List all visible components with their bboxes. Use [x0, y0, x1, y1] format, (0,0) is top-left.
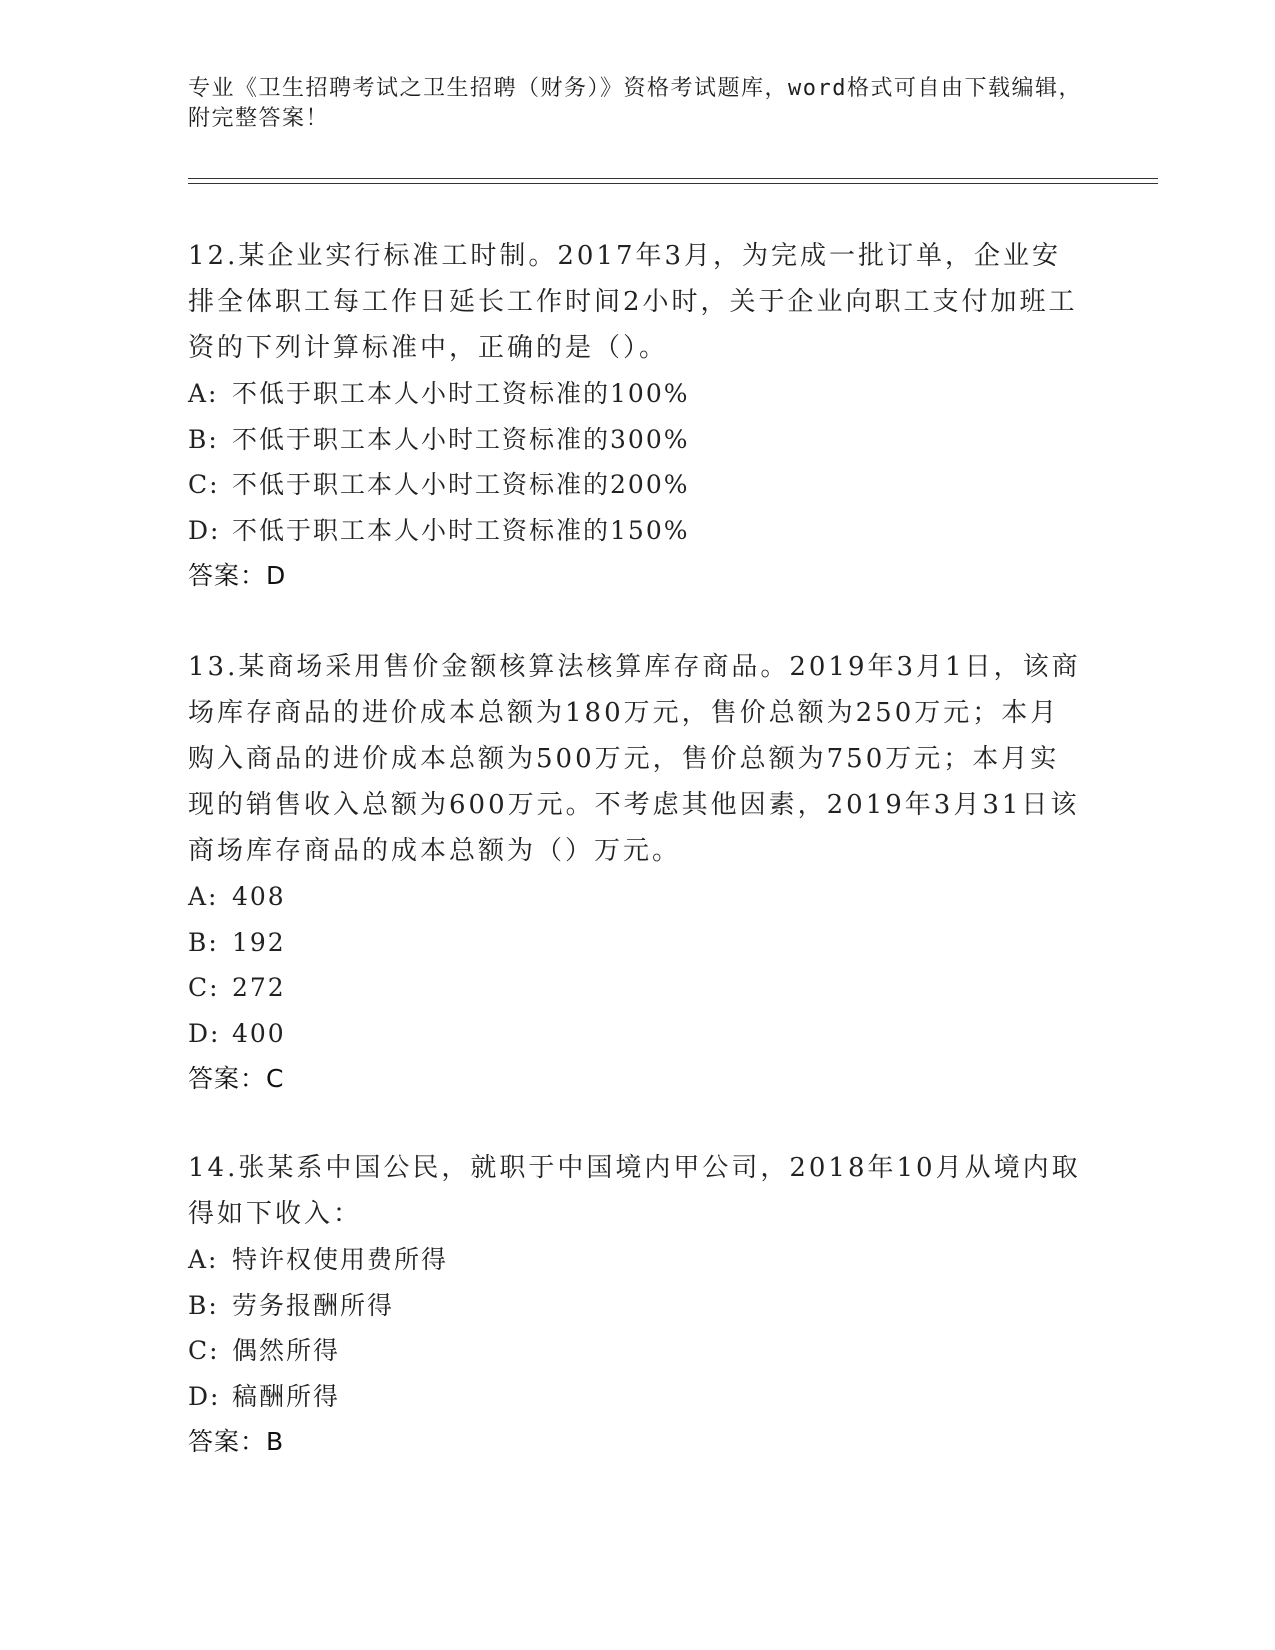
option-text: 408: [232, 882, 286, 911]
option-letter: A:: [188, 379, 219, 408]
option-letter: C:: [188, 1336, 220, 1365]
option-text: 400: [232, 1018, 286, 1048]
option-letter: B:: [188, 927, 219, 957]
option-letter: B:: [188, 424, 219, 454]
answer-line: 答案：D: [188, 561, 287, 590]
option-text: 稿酬所得: [232, 1381, 341, 1411]
option-letter: C:: [188, 973, 220, 1002]
option-letter: A:: [188, 1245, 219, 1274]
question-13: [188, 644, 1088, 1102]
option-a: [188, 371, 1088, 417]
option-letter: B:: [188, 1290, 219, 1320]
option-d: [188, 1374, 1088, 1420]
option-c: [188, 462, 1088, 508]
option-c: [188, 1328, 1088, 1374]
option-text: 272: [232, 973, 286, 1002]
question-stem: 13.某商场采用售价金额核算法核算库存商品。2019年3月1日，该商场库存商品的进价成本总额为180万元，售价总额为250万元；本月购入商品的进价成本总额为500万元，售价总额为750万元；本月实现的销售收入总额为600万元。不考虑其他因素，2019年3月31日该商场库存商品的成本总额为（）万元。: [188, 652, 1081, 866]
option-letter: A:: [188, 882, 219, 911]
answer-line: 答案：B: [188, 1427, 285, 1456]
option-b: [188, 417, 1088, 463]
option-letter: D:: [188, 1018, 221, 1048]
option-text: 劳务报酬所得: [232, 1290, 395, 1320]
option-letter: D:: [188, 1381, 221, 1411]
question-stem: 12.某企业实行标准工时制。2017年3月，为完成一批订单，企业安排全体职工每工作日延长工作时间2小时，关于企业向职工支付加班工资的下列计算标准中，正确的是（）。: [188, 241, 1078, 363]
header-divider-bottom: [188, 183, 1158, 184]
document-header: 专业《卫生招聘考试之卫生招聘（财务）》资格考试题库，word格式可自由下载编辑，附完整答案！: [188, 76, 1082, 131]
option-text: 不低于职工本人小时工资标准的150%: [232, 515, 690, 545]
option-text: 不低于职工本人小时工资标准的200%: [232, 470, 690, 499]
question-14: [188, 1145, 1088, 1465]
option-text: 不低于职工本人小时工资标准的300%: [232, 424, 690, 454]
option-d: [188, 1011, 1088, 1057]
option-text: 偶然所得: [232, 1336, 341, 1365]
question-stem: 14.张某系中国公民，就职于中国境内甲公司，2018年10月从境内取得如下收入：: [188, 1153, 1081, 1229]
option-a: [188, 1237, 1088, 1283]
option-letter: C:: [188, 470, 220, 499]
option-a: [188, 874, 1088, 920]
header-divider-top: [188, 178, 1158, 179]
question-12: [188, 233, 1088, 599]
option-d: [188, 508, 1088, 554]
option-b: [188, 1283, 1088, 1329]
option-text: 不低于职工本人小时工资标准的100%: [232, 379, 690, 408]
answer-line: 答案：C: [188, 1064, 285, 1093]
option-text: 192: [232, 927, 286, 957]
option-text: 特许权使用费所得: [232, 1245, 449, 1274]
option-b: [188, 920, 1088, 966]
option-c: [188, 965, 1088, 1011]
option-letter: D:: [188, 515, 221, 545]
